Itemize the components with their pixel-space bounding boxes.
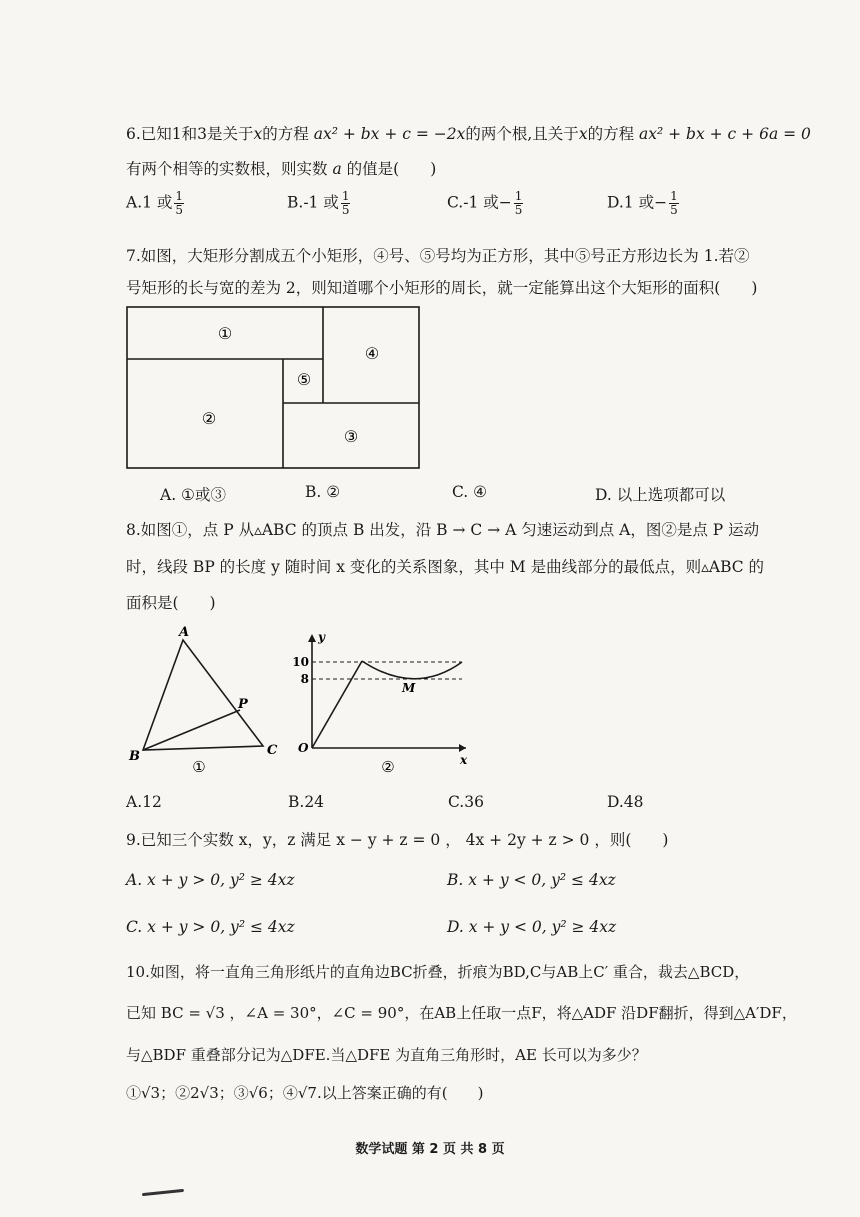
figure-2-label: ② [381, 758, 395, 776]
q9-option-b: B. x + y < 0, y² ≤ 4xz [447, 871, 616, 889]
q8-option-a: A.12 [126, 793, 162, 811]
vertex-b-label: B [129, 749, 140, 764]
y-value-8: 8 [300, 672, 309, 686]
q6-option-c: C.-1 或− $\frac{1}{5}$ [447, 189, 523, 217]
rect-label-1: ① [217, 324, 233, 343]
q7-option-a: A. ①或③ [160, 486, 226, 504]
rect-label-4: ④ [364, 344, 380, 363]
q6-option-a: A.1 或 $\frac{1}{5}$ [126, 189, 184, 217]
q8-option-d: D.48 [607, 793, 644, 811]
q6-line1: 6.已知1和3是关于x的方程 ax² + bx + c = −2x的两个根,且关于x的方程 ax² + bx + c + 6a = 0 [126, 125, 811, 143]
q6-option-b: B.-1 或 $\frac{1}{5}$ [287, 189, 350, 217]
q9-line1: 9.已知三个实数 x，y，z 满足 x − y + z = 0 ， 4x + 2y + z > 0 ，则( ) [126, 831, 669, 849]
q9-option-a: A. x + y > 0, y² ≥ 4xz [126, 871, 295, 889]
q7-option-c: C. ④ [452, 483, 488, 501]
vertex-a-label: A [179, 625, 190, 640]
y-value-10: 10 [292, 655, 309, 669]
page-footer: 数学试题 第 2 页 共 8 页 [355, 1142, 505, 1157]
q8-line1: 8.如图①，点 P 从▵ABC 的顶点 B 出发，沿 B → C → A 匀速运动到点 A，图②是点 P 运动 [126, 521, 760, 539]
scan-smudge [142, 1189, 184, 1196]
vertex-c-label: C [267, 743, 278, 758]
q8-option-c: C.36 [448, 793, 484, 811]
q6-line2: 有两个相等的实数根，则实数 a 的值是( ) [126, 160, 437, 178]
rect-label-3: ③ [343, 427, 359, 446]
rect-label-5: ⑤ [296, 370, 312, 389]
q6-option-d: D.1 或− $\frac{1}{5}$ [607, 189, 678, 217]
q8-option-b: B.24 [288, 793, 325, 811]
figure-1-label: ① [192, 758, 206, 776]
q10-line4: ①√3；②2√3；③√6；④√7.以上答案正确的有( ) [126, 1084, 484, 1102]
q10-line3: 与△BDF 重叠部分记为△DFE.当△DFE 为直角三角形时，AE 长可以为多少？ [126, 1046, 647, 1064]
q8-triangle-figure [125, 622, 285, 778]
rect-label-2: ② [201, 409, 217, 428]
q8-graph-figure [290, 628, 475, 776]
q10-line2: 已知 BC = √3 ，∠A = 30°，∠C = 90°，在AB上任取一点F，将△ADF 沿DF翻折，得到△A′DF， [126, 1004, 797, 1022]
q7-line2: 号矩形的长与宽的差为 2，则知道哪个小矩形的周长，就一定能算出这个大矩形的面积( ) [126, 279, 758, 297]
q8-line3: 面积是( ) [126, 594, 216, 612]
origin-label: O [298, 741, 309, 755]
q8-line2: 时，线段 BP 的长度 y 随时间 x 变化的关系图象，其中 M 是曲线部分的最低点，则▵ABC 的 [126, 558, 765, 576]
q7-rectangle-figure [125, 305, 425, 470]
q7-line1: 7.如图，大矩形分割成五个小矩形，④号、⑤号均为正方形，其中⑤号正方形边长为 1.若② [126, 247, 750, 265]
q9-option-c: C. x + y > 0, y² ≤ 4xz [126, 918, 295, 936]
q7-option-b: B. ② [305, 483, 341, 501]
y-axis-label: y [318, 630, 325, 644]
q9-option-d: D. x + y < 0, y² ≥ 4xz [447, 918, 617, 936]
point-m-label: M [402, 681, 416, 695]
x-axis-label: x [460, 753, 468, 767]
point-p-label: P [238, 697, 248, 712]
q10-line1: 10.如图，将一直角三角形纸片的直角边BC折叠，折痕为BD,C与AB上C′ 重合，裁去△BCD， [126, 963, 750, 981]
q7-option-d: D. 以上选项都可以 [595, 486, 726, 504]
